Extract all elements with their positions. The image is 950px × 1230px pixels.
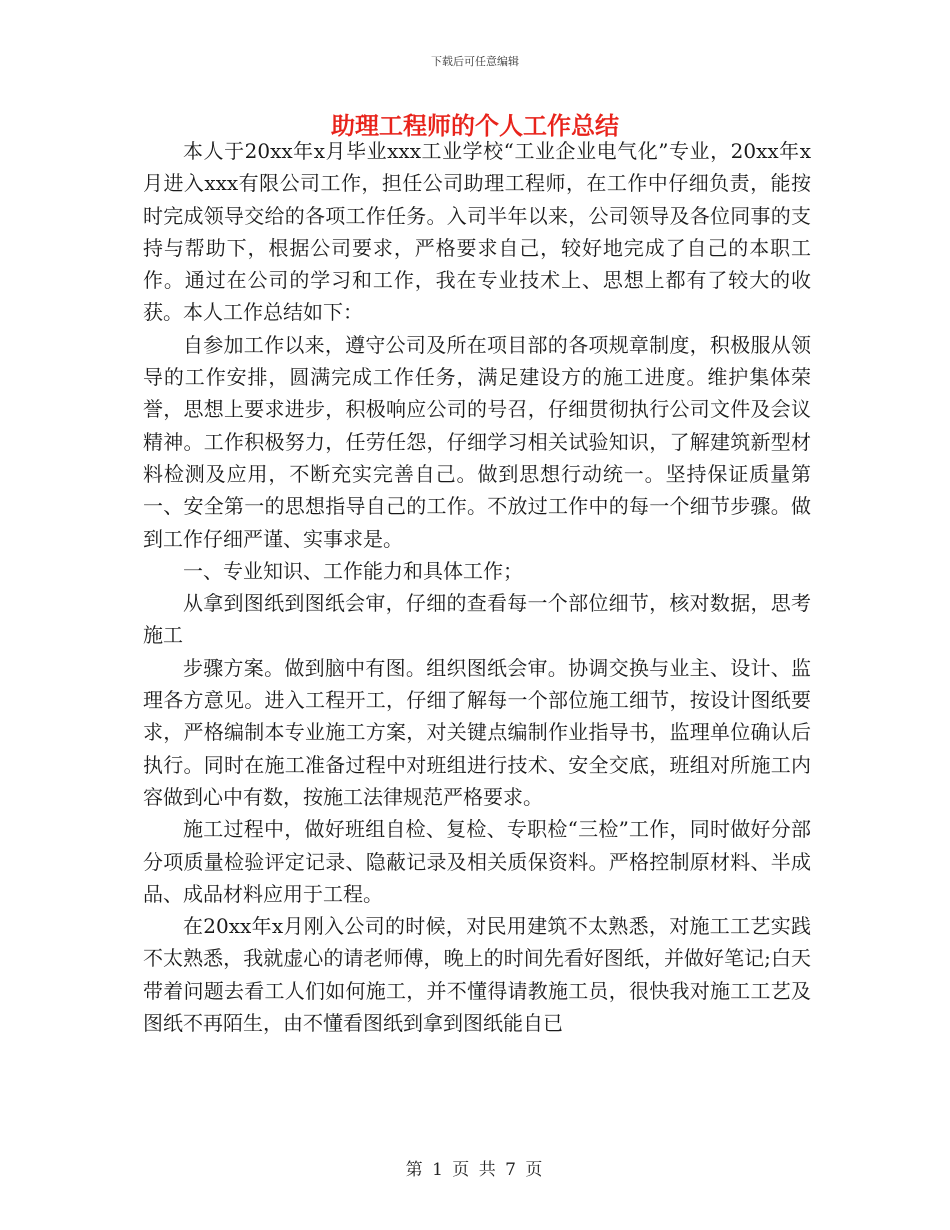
header-note: 下载后可任意编辑 — [431, 55, 519, 68]
paragraph-drawings: 从拿到图纸到图纸会审，仔细的查看每一个部位细节，核对数据，思考施工 — [143, 591, 811, 648]
page-number: 第 1 页 共 7 页 — [405, 1160, 545, 1180]
paragraph-inspection: 施工过程中，做好班组自检、复检、专职检“三检”工作，同时做好分部分项质量检验评定记录、隐蔽记录及相关质保资料。严格控制原材料、半成品、成品材料应用于工程。 — [143, 817, 811, 906]
paragraph-intro: 本人于20xx年x月毕业xxx工业学校“工业企业电气化”专业，20xx年x月进入xxx有限公司工作，担任公司助理工程师，在工作中仔细负责，能按时完成领导交给的各项工作任务。入司半年以来，公司领导及各位同事的支持与帮助下，根据公司要求，严格要求自己，较好地完成了自己的本职工作。通过在公司的学习和工作，我在专业技术上、思想上都有了较大的收获。本人工作总结如下： — [143, 139, 811, 325]
document-body — [143, 135, 811, 1039]
paragraph-steps: 步骤方案。做到脑中有图。组织图纸会审。协调交换与业主、设计、监理各方意见。进入工程开工，仔细了解每一个部位施工细节，按设计图纸要求，严格编制本专业施工方案，对关键点编制作业指导书，监理单位确认后执行。同时在施工准备过程中对班组进行技术、安全交底，班组对所施工内容做到心中有数，按施工法律规范严格要求。 — [143, 655, 811, 809]
document-title: 助理工程师的个人工作总结 — [331, 112, 619, 140]
section-heading-1: 一、专业知识、工作能力和具体工作； — [183, 558, 523, 583]
paragraph-conduct: 自参加工作以来，遵守公司及所在项目部的各项规章制度，积极服从领导的工作安排，圆满完成工作任务，满足建设方的施工进度。维护集体荣誉，思想上要求进步，积极响应公司的号召，仔细贯彻执行公司文件及会议精神。工作积极努力，任劳任怨，仔细学习相关试验知识，了解建筑新型材料检测及应用，不断充实完善自己。做到思想行动统一。坚持保证质量第一、安全第一的思想指导自己的工作。不放过工作中的每一个细节步骤。做到工作仔细严谨、实事求是。 — [143, 332, 811, 551]
paragraph-learning: 在20xx年x月刚入公司的时候，对民用建筑不太熟悉，对施工工艺实践不太熟悉，我就虚心的请老师傅，晚上的时间先看好图纸，并做好笔记;白天带着问题去看工人们如何施工，并不懂得请教施工员，很快我对施工工艺及图纸不再陌生，由不懂看图纸到拿到图纸能自已 — [143, 914, 811, 1036]
